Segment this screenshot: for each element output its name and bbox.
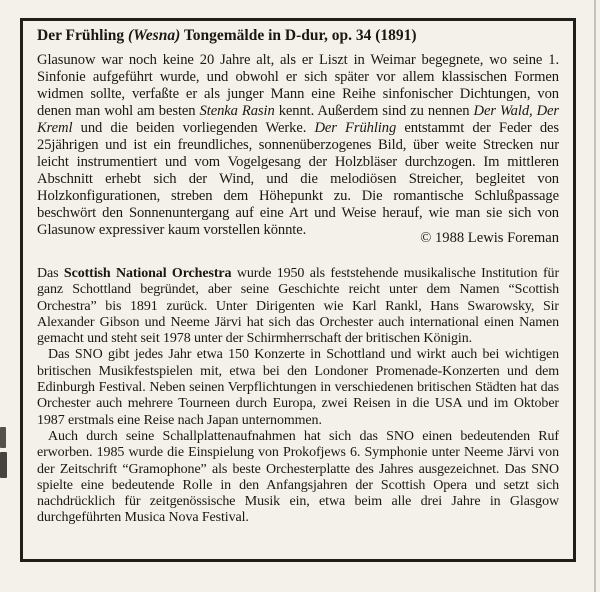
- work-title-heading: Der Frühling (Wesna) Tongemälde in D-dur, op. 34 (1891): [37, 27, 417, 44]
- text-frame-border: [20, 18, 576, 562]
- liner-notes-content: [23, 21, 573, 527]
- orchestra-intro-paragraph: Das Scottish National Orchestra wurde 1950 als feststehende musikalische Institution für ganz Schottland begründet, aber seine Geschichte reicht unter dem Namen “Scottish Orchestra” bis 1891 zurück. Unter Dirigenten wie Karl Rankl, Hans Swarowsky, Sir Alexander Gibson und Neeme Järvi hat sich das Orchester auch international einen Namen gemacht und steht seit 1978 unter der Schirmherrschaft der britischen Königin.: [37, 266, 560, 347]
- orchestra-section: [37, 266, 559, 527]
- scan-artifact: [0, 427, 6, 448]
- work-notes-paragraph: Glasunow war noch keine 20 Jahre alt, als er Liszt in Weimar begegnete, wo seine 1. Sinfonie aufgeführt wurde, und obwohl er sich später vor allem klassischen Formen widmen sollte, verfaßte er als junger Mann eine Reihe sinfonischer Dichtungen, von denen man wohl am besten Stenka Rasin kennt. Außerdem sind zu nennen Der Wald, Der Kreml und die beiden vorliegenden Werke. Der Frühling entstammt der Feder des 25jährigen und ist ein freundliches, sonnenüberzogenes Bild, über weite Strecken nur leicht instrumentiert und vom Vogelgesang der Holzbläser durchzogen. Im mittleren Abschnitt erhebt sich der Wind, und die melodiösen Streicher, begleitet von Holzkonfigurationen, streben dem Höhepunkt zu. Die romantische Schlußpassage beschwört den Sonnenuntergang auf eine Art und Weise herauf, wie man sie sich von Glasunow expressiver kaum vorstellen könnte.: [37, 52, 560, 238]
- scan-artifact: [0, 452, 7, 478]
- orchestra-concerts-paragraph: Das SNO gibt jedes Jahr etwa 150 Konzerte in Schottland und wirkt auch bei wichtigen britischen Musikfestspielen mit, etwa bei den Londoner Promenade-Konzerten und dem Edinburgh Festival. Neben seinen Verpflichtungen in verschiedenen britischen Städten hat das Orchester auch mehrere Tourneen durch Europa, zwei Reisen in die USA und im Oktober 1987 erstmals eine Reise nach Japan unternommen.: [37, 347, 559, 428]
- page-edge-line: [594, 0, 596, 592]
- author-credit: © 1988 Lewis Foreman: [420, 230, 559, 246]
- orchestra-recordings-paragraph: Auch durch seine Schallplattenaufnahmen hat sich das SNO einen bedeutenden Ruf erworben. 1985 wurde die Einspielung von Prokofjews 6. Symphonie unter Neeme Järvi von der Zeitschrift “Gramophone” als beste Orchesterplatte des Jahres ausgezeichnet. Das SNO spielte eine bedeutende Rolle in den Anfangsjahren der Scottish Opera und setzt sich nachdrücklich für zeitgenössische Musik ein, etwa beim alle drei Jahre in Glasgow durchgeführten Musica Nova Festival.: [37, 428, 559, 526]
